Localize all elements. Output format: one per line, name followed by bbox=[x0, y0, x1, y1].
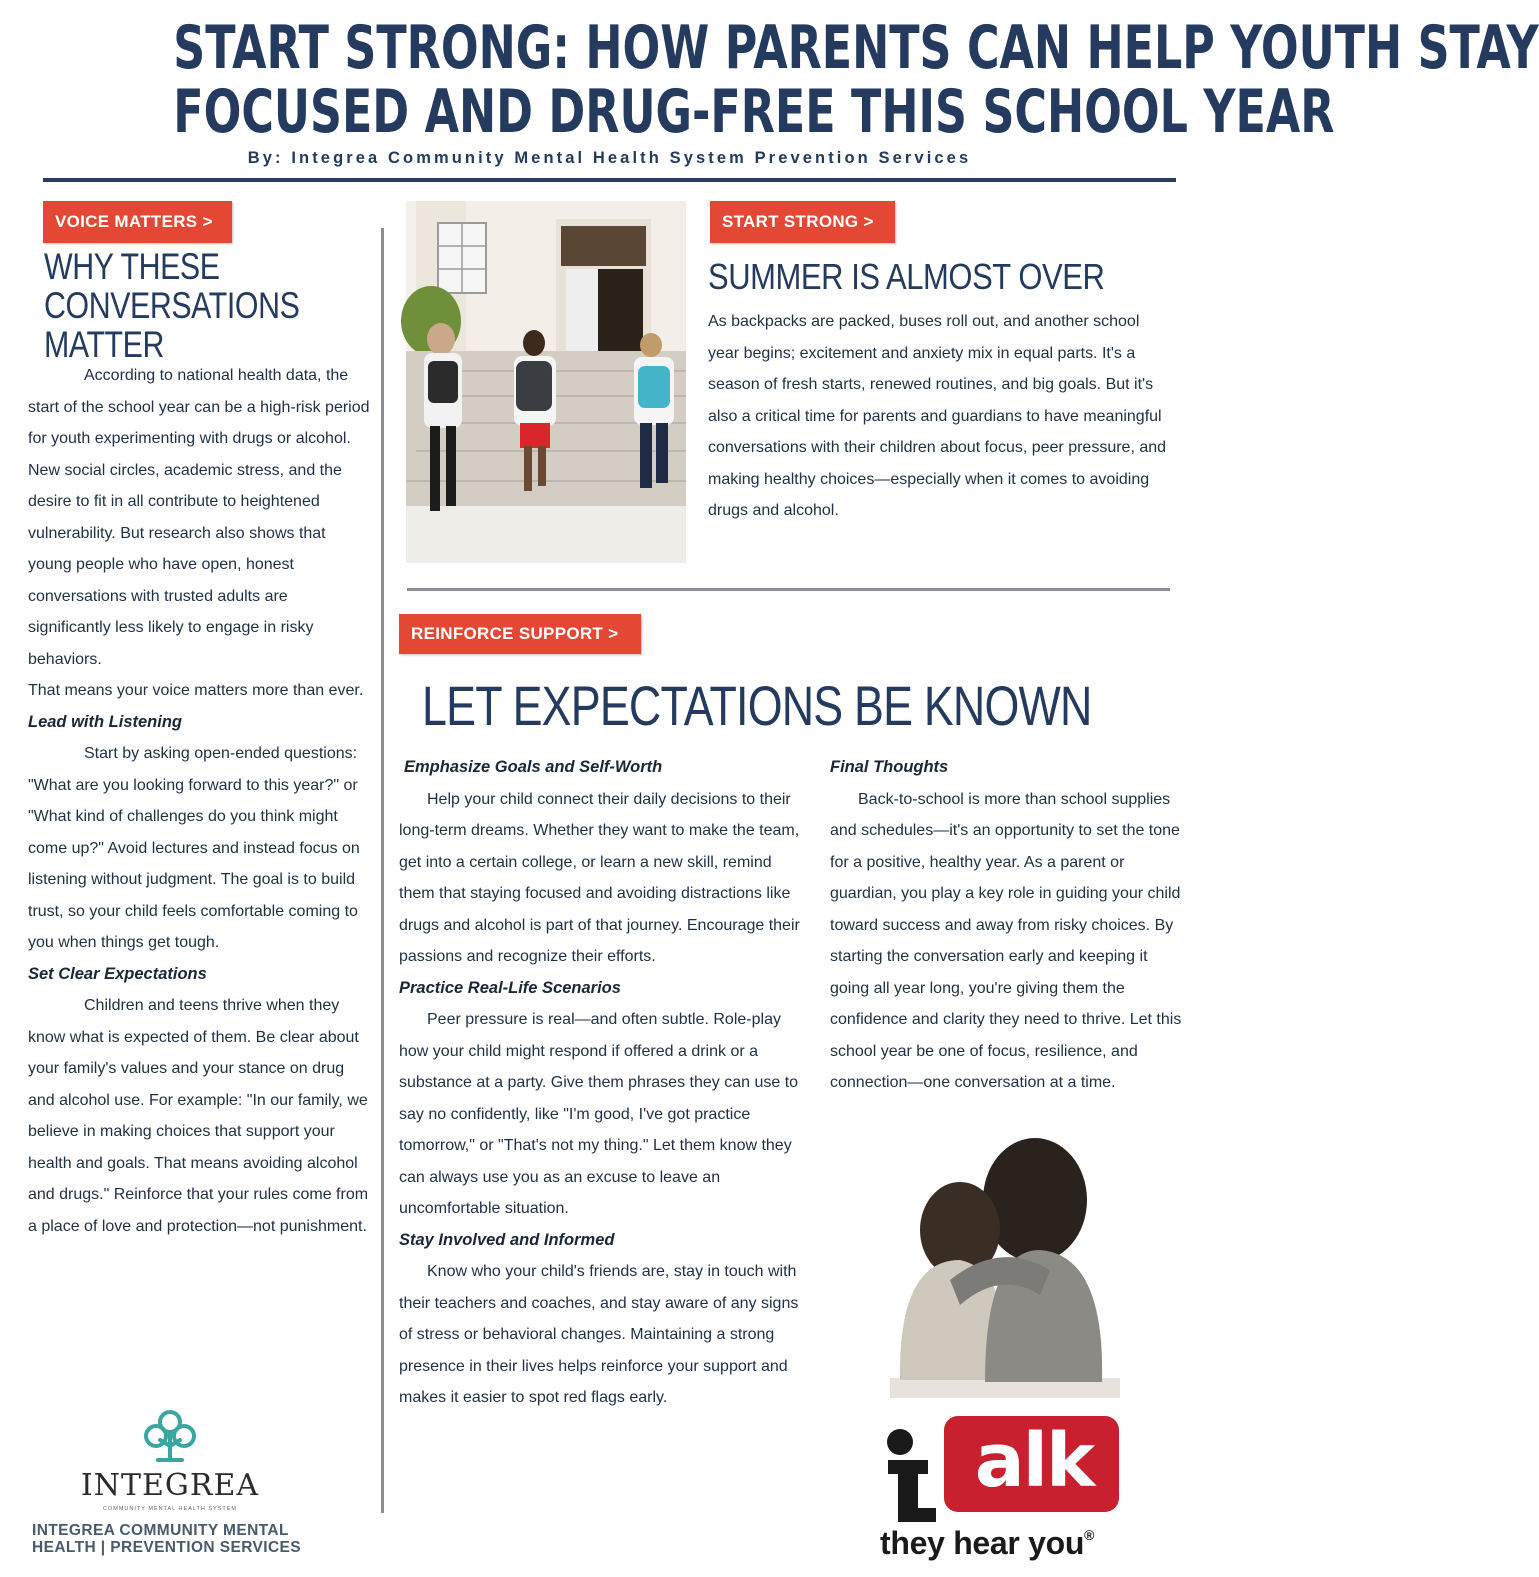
involved-text: Know who your child's friends are, stay in touch with their teachers and coaches, and stay aware of any signs of stress or behavioral changes. Maintaining a strong presence in their lives helps reinforce your support and makes it easier to spot red flags early. bbox=[399, 1263, 799, 1406]
summer-heading: SUMMER IS ALMOST OVER bbox=[708, 256, 1105, 297]
byline: By: Integrea Community Mental Health System Prevention Services bbox=[247, 149, 972, 167]
registered-mark: ® bbox=[1084, 1527, 1095, 1543]
talk-word-t bbox=[880, 1412, 881, 1413]
integrea-logo bbox=[70, 1408, 270, 1513]
scenarios-text: Peer pressure is real—and often subtle. Role-play how your child might respond if offered a drink or a substance at a party. Give them phrases they can use to say no confidently, like "I'm good, I've got practice tomorrow," or "That's not my thing." Let them know they can always use you as an excuse to leave an uncomfortable situation. bbox=[399, 1011, 799, 1217]
voice-matters-paragraph: That means your voice matters more than ever. bbox=[28, 682, 364, 699]
tree-icon bbox=[140, 1408, 200, 1466]
tagline-text: they hear you bbox=[880, 1525, 1085, 1561]
intro-paragraph: According to national health data, the start of the school year can be a high-risk period for youth experimenting with drugs or alcohol. New social circles, academic stress, and the desire to fit in all contribute to heightened vulnerability. But research also shows that young people who have open, honest conversations with trusted adults are significantly less likely to engage in risky behaviors. bbox=[28, 367, 370, 668]
integrea-subtitle: COMMUNITY MENTAL HEALTH SYSTEM bbox=[102, 1506, 237, 1512]
footer-line: INTEGREA COMMUNITY MENTAL bbox=[32, 1522, 289, 1539]
talk-tagline bbox=[880, 1525, 1150, 1562]
scenarios-heading: Practice Real-Life Scenarios bbox=[399, 978, 621, 997]
title-line-2: FOCUSED AND DRUG-FREE THIS SCHOOL YEAR bbox=[173, 77, 1335, 147]
goals-text: Help your child connect their daily decisions to their long-term dreams. Whether they want to make the team, get into a certain college, or learn a new skill, remind them that staying focused and avoiding distractions like drugs and alcohol is part of that journey. Encourage their passions and recognize their efforts. bbox=[399, 790, 800, 965]
title-line-1: START STRONG: HOW PARENTS CAN HELP YOUTH STAY bbox=[173, 13, 1539, 83]
heading-line: WHY THESE bbox=[44, 246, 220, 287]
set-clear-expectations-text: Children and teens thrive when they know what is expected of them. Be clear about your family's values and your stance on drug and alcohol use. For example: "In our family, we believe in making choices that support your health and goals. That means avoiding alcohol and drugs." Reinforce that your rules come from a place of love and protection—not punishment. bbox=[28, 997, 369, 1235]
support-column-1 bbox=[399, 752, 807, 1414]
summer-text: As backpacks are packed, buses roll out, and another school year begins; excitement and anxiety mix in equal parts. It's a season of fresh starts, renewed routines, and big goals. But it's also a critical time for parents and guardians to have meaningful conversations with their children about focus, peer pressure, and making healthy choices—especially when it comes to avoiding drugs and alcohol. bbox=[708, 313, 1167, 519]
parent-child-photo bbox=[890, 1120, 1120, 1410]
involved-heading: Stay Involved and Informed bbox=[399, 1230, 615, 1249]
heading-line: CONVERSATIONS bbox=[44, 285, 300, 326]
final-thoughts-heading: Final Thoughts bbox=[830, 758, 949, 776]
footer-organization bbox=[32, 1522, 352, 1556]
section-divider bbox=[407, 588, 1170, 591]
lead-with-listening-text: Start by asking open-ended questions: "What are you looking forward to this year?" or "What kind of challenges do you think might come up?" Avoid lectures and instead focus on listening without judgment. The goal is to build trust, so your child feels comfortable coming to you when things get tough. bbox=[28, 745, 360, 951]
expectations-heading: LET EXPECTATIONS BE KNOWN bbox=[422, 674, 1092, 737]
set-clear-expectations-heading: Set Clear Expectations bbox=[28, 964, 207, 983]
heading-line: MATTER bbox=[44, 324, 165, 365]
school-kids-photo bbox=[406, 201, 686, 563]
talk-word-alk: alk bbox=[974, 1418, 1094, 1504]
reinforce-support-tag: REINFORCE SUPPORT > bbox=[399, 614, 641, 654]
goals-heading: Emphasize Goals and Self-Worth bbox=[404, 758, 663, 776]
final-thoughts-text: Back-to-school is more than school supplies and schedules—it's an opportunity to set the tone for a positive, healthy year. As a parent or guardian, you play a key role in guiding your child toward success and away from risky choices. By starting the conversation early and keeping it going all year long, you're giving them the confidence and clarity they need to thrive. Let this school year be one of focus, resilience, and connection—one conversation at a time. bbox=[830, 790, 1182, 1091]
voice-matters-tag: VOICE MATTERS > bbox=[43, 201, 232, 243]
left-column-text bbox=[28, 360, 373, 1242]
header-divider bbox=[43, 178, 1176, 182]
start-strong-tag: START STRONG > bbox=[710, 201, 895, 243]
column-divider bbox=[381, 228, 384, 1513]
integrea-wordmark: INTEGREA bbox=[80, 1468, 260, 1503]
why-conversations-heading bbox=[44, 247, 299, 364]
main-title bbox=[173, 13, 1539, 147]
support-column-2 bbox=[830, 752, 1190, 1099]
lead-with-listening-heading: Lead with Listening bbox=[28, 712, 183, 731]
footer-line: HEALTH | PREVENTION SERVICES bbox=[32, 1539, 302, 1556]
